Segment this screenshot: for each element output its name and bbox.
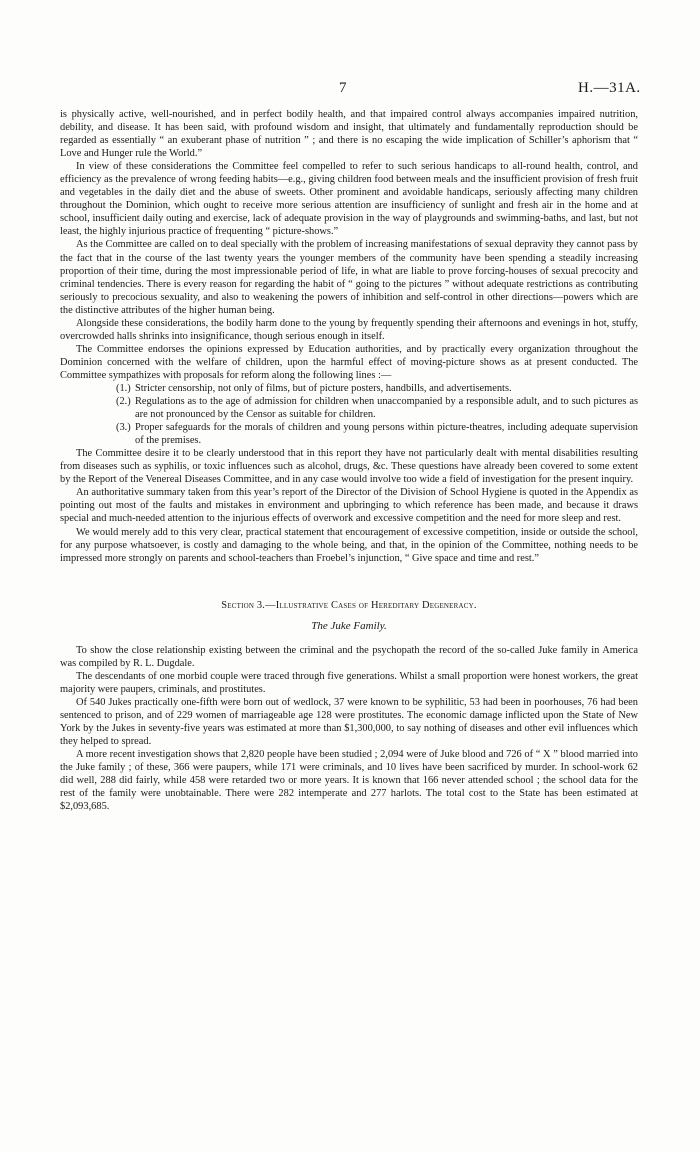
paragraph: The Committee endorses the opinions expressed by Education authorities, and by practically every organization throughout the Dominion concerned with the welfare of children, upon the harmful effect of moving-picture shows as at present conducted. The Committee sympathizes with proposals for reform along the following lines :— [60,343,638,381]
paragraph: As the Committee are called on to deal specially with the problem of increasing manifestations of sexual depravity they cannot pass by the fact that in the course of the last twenty years the younger members of the community have been spending a steadily increasing proportion of their time, during the most impressionable period of life, in what are liable to prove forcing-houses of sexual precocity and criminal tendencies. There is every reason for regarding the habit of “ going to the pictures ” without adequate restrictions as contributing seriously to precocious sexuality, and also to weakening the powers of inhibition and self-control in other directions—powers which are the distinctive attributes of the higher human being. [60,239,638,316]
paragraph: We would merely add to this very clear, practical statement that encouragement of excessive competition, inside or outside the school, for any purpose whatsoever, is costly and damaging to the whole being, and that, in the opinion of the Committee, nothing needs to be impressed more strongly on parents and school-teachers than Froebel’s injunction, “ Give space and time and rest.” [60,526,638,564]
list-item-text: Stricter censorship, not only of films, but of picture posters, handbills, and advertisements. [135,382,512,394]
paragraph: The Committee desire it to be clearly understood that in this report they have not particularly dealt with mental disabilities resulting from diseases such as syphilis, or toxic influences such as alcohol, drugs, &c. These questions have already been covered to some extent by the Report of the Venereal Diseases Committee, and in any case would involve too wide a field of investigation for the present inquiry. [60,448,638,486]
page-header [0,80,700,98]
paragraph: To show the close relationship existing between the criminal and the psychopath the record of the so-called Juke family in America was compiled by R. L. Dugdale. [60,644,638,669]
list-item-number: (1.) [116,382,131,394]
list-item-number: (2.) [116,396,131,408]
paragraph: The descendants of one morbid couple were traced through five generations. Whilst a small proportion were honest workers, the great majority were paupers, criminals, and prostitutes. [60,670,638,695]
paragraph: Of 540 Jukes practically one-fifth were born out of wedlock, 37 were known to be syphilitic, 53 had been in poorhouses, 76 had been sentenced to prison, and of 229 women of marriageable age 128 were prostitutes. The economic damage inflicted upon the State of New York by the Jukes in seventy-five years was estimated at more than $1,300,000, to say nothing of diseases and other evil influences which they helped to spread. [60,696,638,748]
list-item-number: (3.) [116,422,131,434]
paragraph: A more recent investigation shows that 2,820 people have been studied ; 2,094 were of Juke blood and 726 of “ X ” blood married into the Juke family ; of these, 366 were paupers, while 171 were criminals, and 10 lives have been sacrificed by murder. In school-work 62 did well, 288 did fairly, while 458 were retarded two or more years. It is known that 166 never attended school ; the school data for the rest of the family were unobtainable. There were 282 intemperate and 277 harlots. The total cost to the State has been estimated at $2,093,685. [60,749,638,813]
page-number: 7 [339,80,347,96]
paragraph: is physically active, well-nourished, and in perfect bodily health, and that impaired control always accompanies impaired nutrition, debility, and disease. It has been said, with profound wisdom and insight, that ultimately and fundamentally reproduction should be regarded as essentially “ an exuberant phase of nutrition ” ; and there is no escaping the wide implication of Schiller’s aphorism that “ Love and Hunger rule the World.” [60,109,638,160]
body-text [60,108,638,813]
section-heading: Section 3.—Illustrative Cases of Hereditary Degeneracy. [221,599,477,611]
proposal-list [60,382,638,447]
sub-heading: The Juke Family. [311,619,387,632]
document-reference: H.—31A. [578,80,641,96]
list-item-text: Proper safeguards for the morals of children and young persons within picture-theatres, including adequate supervision of the premises. [135,422,638,447]
paragraph: Alongside these considerations, the bodily harm done to the young by frequently spending their afternoons and evenings in hot, stuffy, overcrowded halls shrinks into insignificance, though serious enough in itself. [60,317,638,342]
list-item [60,382,638,395]
paragraph: In view of these considerations the Committee feel compelled to refer to such serious handicaps to all-round health, control, and efficiency as the prevalence of wrong feeding habits—e.g., giving children food between meals and the insufficient provision of fresh fruit and vegetables in the daily diet and the abuse of sweets. Other prominent and avoidable handicaps, seriously affecting many children throughout the Dominion, which ought to receive more serious attention are insufficiency of sunlight and fresh air in the home and at school, insufficient daily outing and exercise, lack of adequate provision in the way of playgrounds and swimming-baths, and last, but not least, the highly injurious practice of frequenting “ picture-shows.” [60,161,638,238]
list-item [60,395,638,421]
list-item [60,421,638,447]
list-item-text: Regulations as to the age of admission for children when unaccompanied by a responsible adult, and to such pictures as are not pronounced by the Censor as suitable for children. [135,396,638,421]
paragraph: An authoritative summary taken from this year’s report of the Director of the Division of School Hygiene is quoted in the Appendix as pointing out most of the faults and mistakes in environment and upbringing to which reference has been made, and because it draws special and much-needed attention to the injurious effects of overwork and excessive competition and the need for more sleep and rest. [60,487,638,525]
